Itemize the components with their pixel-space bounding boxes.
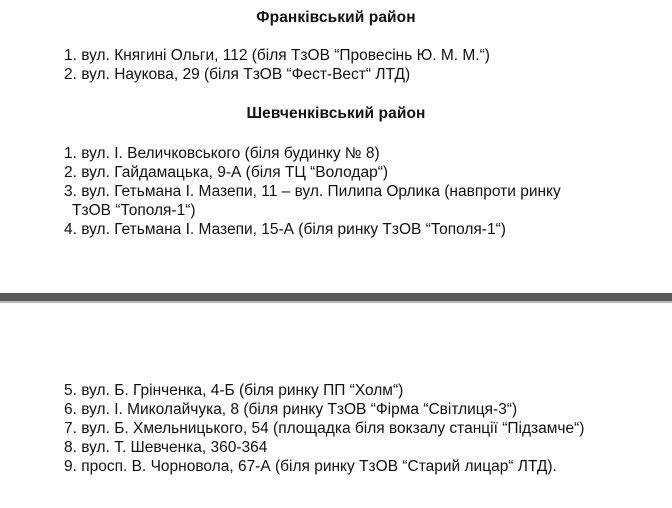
page-break-divider xyxy=(0,293,672,301)
list-item: 2. вул. Гайдамацька, 9-А (біля ТЦ “Володар“) xyxy=(64,164,389,181)
list-item xyxy=(64,182,561,220)
frankivskyi-address-list xyxy=(64,46,490,84)
page-break-shadow xyxy=(0,301,672,303)
list-item: 7. вул. Б. Хмельницького, 54 (площадка біля вокзалу станції “Підзамче“) xyxy=(64,420,585,437)
list-item: 9. просп. В. Чорновола, 67-А (біля ринку ТзОВ “Старий лицар“ ЛТД). xyxy=(64,458,557,475)
list-item: 4. вул. Гетьмана І. Мазепи, 15-А (біля ринку ТзОВ “Тополя-1“) xyxy=(64,221,506,238)
shevchenkivskyi-address-list xyxy=(64,144,561,239)
continued-address-list xyxy=(64,381,584,476)
list-item: 1. вул. І. Величковського (біля будинку № 8) xyxy=(64,145,380,162)
list-item: 5. вул. Б. Грінченка, 4-Б (біля ринку ПП “Холм“) xyxy=(64,382,404,399)
list-item: 2. вул. Наукова, 29 (біля ТзОВ “Фест-Вест“ ЛТД) xyxy=(64,66,411,83)
list-item-text: 3. вул. Гетьмана І. Мазепи, 11 – вул. Пилипа Орлика (навпроти ринку xyxy=(64,183,561,200)
list-item-continuation: ТзОВ “Тополя-1“) xyxy=(72,202,196,219)
list-item: 8. вул. Т. Шевченка, 360-364 xyxy=(64,439,268,456)
list-item: 6. вул. І. Миколайчука, 8 (біля ринку ТзОВ “Фірма “Світлиця-3“) xyxy=(64,401,518,418)
list-item: 1. вул. Княгині Ольги, 112 (біля ТзОВ “Провесінь Ю. М. М.“) xyxy=(64,47,490,64)
district-heading-shevchenkivskyi: Шевченківський район xyxy=(246,105,426,122)
district-heading-frankivskyi: Франківський район xyxy=(256,9,416,26)
